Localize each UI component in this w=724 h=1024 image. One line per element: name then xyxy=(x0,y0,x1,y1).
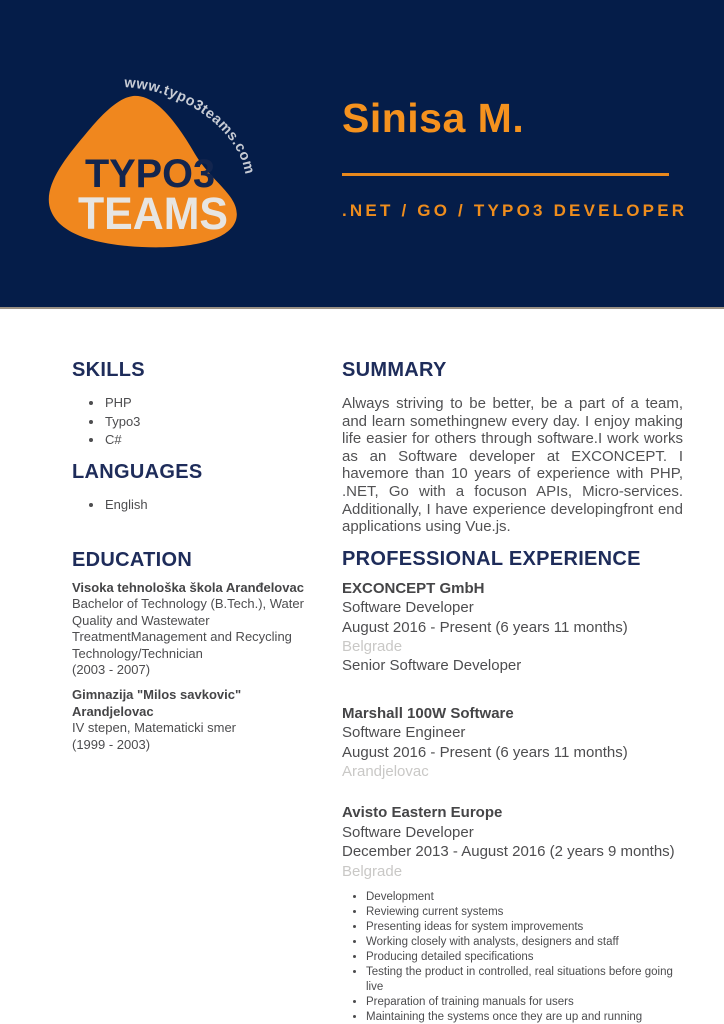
education-entry xyxy=(72,580,305,678)
duty-item: • Reviewing current systems xyxy=(366,905,683,920)
experience-location: Arandjelovac xyxy=(342,763,429,780)
experience-entry xyxy=(342,803,683,881)
experience-company: Marshall 100W Software xyxy=(342,704,514,722)
experience-entry xyxy=(342,704,683,782)
skills-list xyxy=(72,394,305,450)
education-degree: IV stepen, Matematicki smer xyxy=(72,720,236,736)
education-years: (2003 - 2007) xyxy=(72,662,151,678)
experience-entry xyxy=(342,579,683,676)
education-heading: EDUCATION xyxy=(72,549,193,571)
duty-item: • Testing the product in controlled, real situations before going live xyxy=(366,965,683,995)
logo-curved-text: www.typo3teams.com xyxy=(123,75,258,176)
experience-period: August 2016 - Present (6 years 11 months) xyxy=(342,743,628,761)
header xyxy=(0,0,724,309)
candidate-title: .NET / GO / TYPO3 DEVELOPER xyxy=(342,201,688,220)
duty-item: • Maintaining the systems once they are up and running xyxy=(366,1010,683,1024)
logo-text-typo3: TYPO3 xyxy=(85,152,215,196)
duty-item: • Presenting ideas for system improvements xyxy=(366,920,683,935)
summary-heading: SUMMARY xyxy=(342,359,447,381)
languages-heading: LANGUAGES xyxy=(72,460,203,483)
right-column xyxy=(342,358,683,1024)
left-column xyxy=(72,358,305,753)
skills-heading: SKILLS xyxy=(72,359,145,381)
education-school: Gimnazija "Milos savkovic" Arandjelovac xyxy=(72,687,242,719)
experience-company: Avisto Eastern Europe xyxy=(342,804,503,822)
experience-role: Software Developer xyxy=(342,823,474,841)
education-entry xyxy=(72,687,305,753)
duty-item: • Preparation of training manuals for users xyxy=(366,995,683,1010)
experience-role: Software Engineer xyxy=(342,724,466,742)
experience-note: Senior Software Developer xyxy=(342,657,522,675)
languages-list xyxy=(72,496,305,515)
language-item: • English xyxy=(104,496,305,515)
education-years: (1999 - 2003) xyxy=(72,736,151,752)
education-degree: Bachelor of Technology (B.Tech.), Water Quality and Wastewater TreatmentManagement and Recycling Technology/Technician xyxy=(72,596,304,661)
candidate-name: Sinisa M. xyxy=(342,95,525,141)
experience-location: Belgrade xyxy=(342,862,403,880)
education-school: Visoka tehnološka škola Aranđelovac xyxy=(72,580,304,595)
summary-text: Always striving to be better, be a part of a team, and learn somethingnew every day. I enjoy making life easier for others through software.I work works as an Software developer at EXCONCEPT. I havemore than 10 years of experience with PHP, .NET, Go with a focuson APIs, Micro-services. Additionally, I have experience developingfront end applications using Vue.js. xyxy=(342,395,683,536)
skill-item: • PHP xyxy=(104,394,305,413)
duties-list xyxy=(342,890,683,1024)
experience-heading: PROFESSIONAL EXPERIENCE xyxy=(342,547,641,570)
experience-role: Software Developer xyxy=(342,599,474,617)
experience-location: Belgrade xyxy=(342,637,403,655)
header-divider xyxy=(342,173,669,176)
duty-item: • Working closely with analysts, designers and staff xyxy=(366,935,683,950)
skill-item: • C# xyxy=(104,431,305,450)
logo-text-teams: TEAMS xyxy=(78,188,228,239)
typo3-teams-logo xyxy=(38,70,283,255)
duty-item: • Development xyxy=(366,890,683,905)
duty-item: • Producing detailed specifications xyxy=(366,950,683,965)
experience-period: December 2013 - August 2016 (2 years 9 months) xyxy=(342,843,675,861)
skill-item: • Typo3 xyxy=(104,413,305,432)
experience-period: August 2016 - Present (6 years 11 months) xyxy=(342,618,628,636)
experience-company: EXCONCEPT GmbH xyxy=(342,579,485,597)
